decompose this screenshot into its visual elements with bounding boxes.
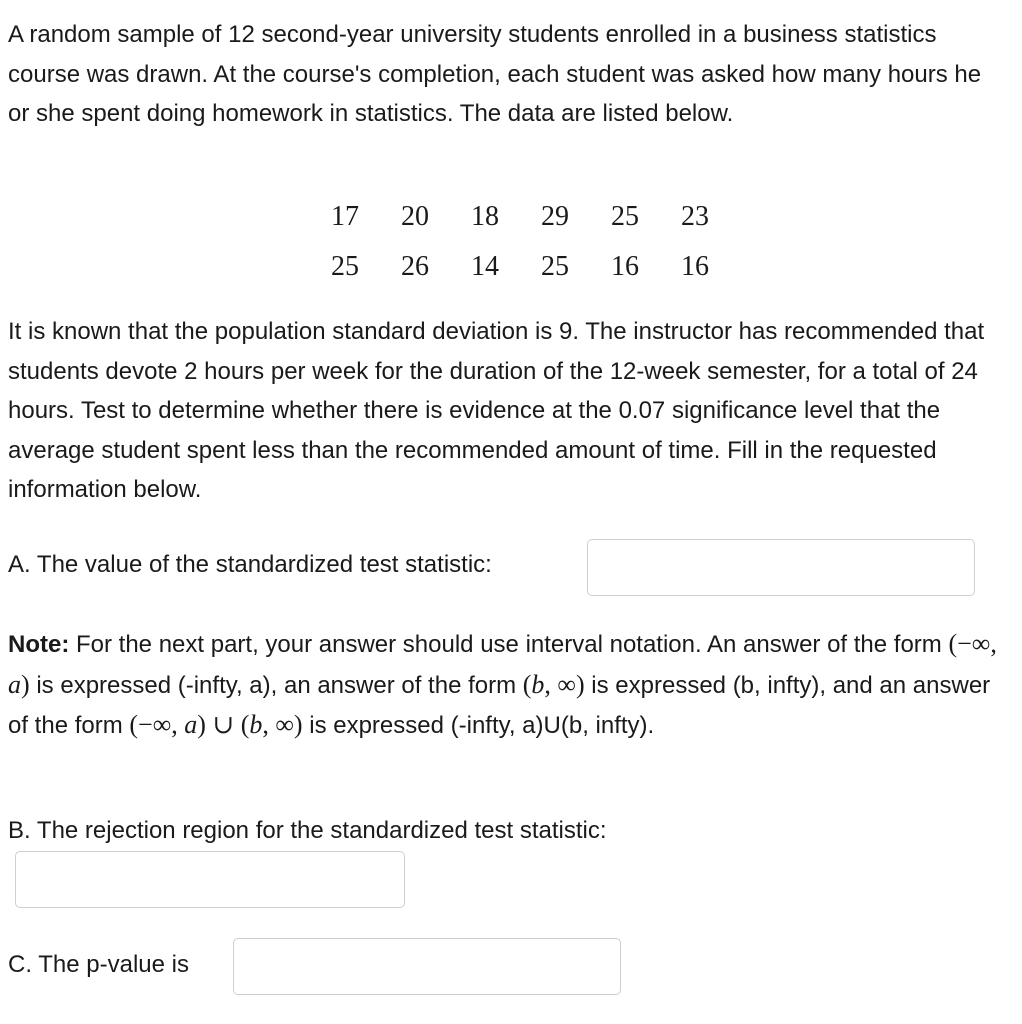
data-cell: 25 bbox=[331, 251, 359, 282]
data-cell: 29 bbox=[541, 201, 569, 232]
part-c-label: C. The p-value is bbox=[8, 951, 189, 978]
hours-data-table bbox=[310, 192, 730, 292]
data-cell: 23 bbox=[681, 201, 709, 232]
data-row bbox=[310, 192, 730, 242]
data-cell: 25 bbox=[611, 201, 639, 232]
note-text: is expressed (-infty, a), an answer of the form bbox=[29, 671, 523, 699]
part-a-label: A. The value of the standardized test statistic: bbox=[8, 551, 492, 578]
note-text: is expressed (b, infty), and an answer of the form bbox=[8, 671, 991, 739]
data-cell: 25 bbox=[541, 251, 569, 282]
data-cell: 16 bbox=[611, 251, 639, 282]
problem-body: It is known that the population standard deviation is 9. The instructor has recommended that students devote 2 hours per week for the duration of the 12-week semester, for a total of 24 hours. Test to determine whether there is evidence at the 0.07 significance level that the average student spent less than the recommended amount of time. Fill in the requested information below. bbox=[8, 318, 985, 503]
note-heading: Note: bbox=[8, 631, 70, 658]
note-text: is expressed (-infty, a)U(b, infty). bbox=[302, 712, 655, 739]
p-value-input[interactable] bbox=[233, 938, 621, 995]
data-cell: 20 bbox=[401, 201, 429, 232]
part-b-label: B. The rejection region for the standardized test statistic: bbox=[8, 817, 607, 844]
interval-notation-note bbox=[8, 624, 1008, 746]
data-cell: 18 bbox=[471, 201, 499, 232]
note-text: For the next part, your answer should use interval notation. An answer of the form bbox=[69, 631, 949, 658]
rejection-region-input[interactable] bbox=[15, 851, 405, 908]
data-row bbox=[310, 242, 730, 292]
data-cell: 26 bbox=[401, 251, 429, 282]
data-cell: 14 bbox=[471, 251, 499, 282]
math-union-interval: (−∞, a) ∪ (b, ∞) bbox=[129, 710, 303, 739]
data-cell: 17 bbox=[331, 201, 359, 232]
data-cell: 16 bbox=[681, 251, 709, 282]
test-statistic-input[interactable] bbox=[587, 539, 975, 596]
math-right-interval: (b, ∞) bbox=[522, 669, 585, 699]
problem-intro: A random sample of 12 second-year university students enrolled in a business statistics course was drawn. At the course's completion, each student was asked how many hours he or she spent doing homework in statistics. The data are listed below. bbox=[8, 21, 982, 127]
math-left-interval: (−∞, a) bbox=[8, 629, 997, 699]
